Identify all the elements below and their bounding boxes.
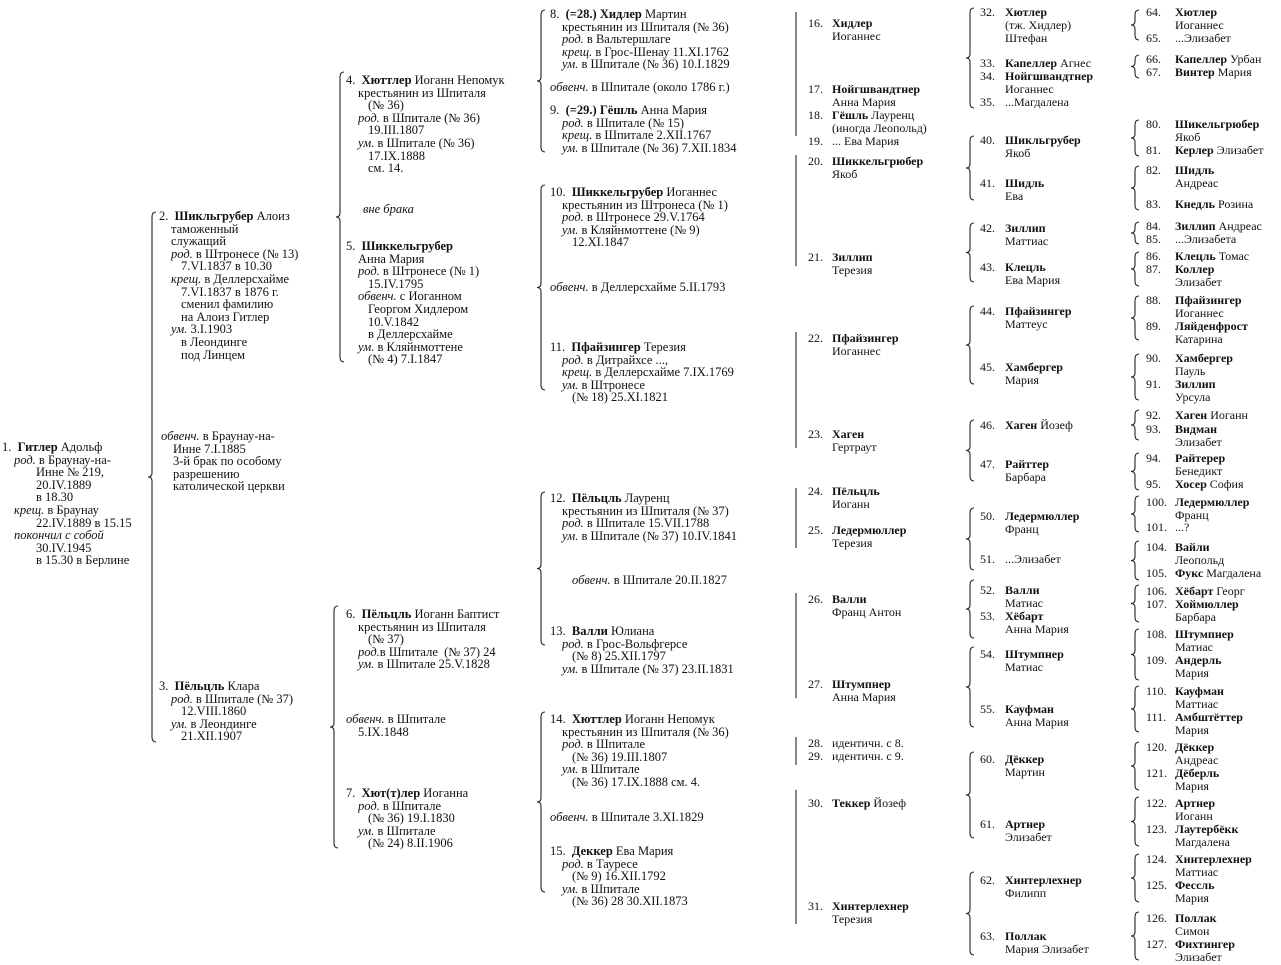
ancestor-60: 60. Дёккер Мартин — [980, 752, 1045, 779]
ancestor-81: 81. Керлер Элизабет — [1146, 143, 1264, 157]
ancestor-127: 127. Фихтингер Элизабет — [1146, 937, 1235, 964]
bracket — [1131, 252, 1139, 286]
ancestor-22: 22. Пфайзингер Иоганнес — [808, 331, 899, 358]
ancestor-126: 126. Поллак Симон — [1146, 911, 1217, 938]
ancestor-52: 52. Валли Матиас — [980, 583, 1044, 610]
ancestor-51: 51. ...Элизабет — [980, 552, 1061, 566]
bracket — [966, 306, 974, 384]
ancestor-32: 32. Хютлер (тж. Хидлер) Штефан — [980, 5, 1072, 45]
ancestor-28: 28. идентичн. с 8. — [808, 736, 904, 750]
ancestor-107: 107. Хоймюллер Барбара — [1146, 597, 1239, 624]
ancestor-21: 21. Зиллип Терезия — [808, 250, 873, 277]
person-11: 11. Пфайзингер Терезия род. в Дитрайхсе ..., крещ. в Деллерсхайме 7.IX.1769 ум. в Штронесе (№ 18) 25.XI.1821 — [550, 340, 734, 405]
ancestor-24: 24. Пёльцль Иоганн — [808, 484, 880, 511]
ancestor-19: 19. ... Ева Мария — [808, 134, 900, 148]
bracket — [1131, 10, 1139, 40]
ancestor-90: 90. Хамбергер Пауль — [1146, 351, 1233, 378]
person-15: 15. Деккер Ева Мария род. в Тауресе (№ 9) 16.XII.1792 ум. в Шпитале (№ 36) 28 30.XII.1873 — [550, 844, 688, 909]
bracket — [1131, 629, 1139, 680]
bracket — [966, 420, 974, 481]
ancestor-123: 123. Лаутербёкк Магдалена — [1146, 822, 1239, 849]
ancestor-41: 41. Шидль Ева — [980, 176, 1045, 203]
bracket — [537, 712, 545, 892]
bracket — [1131, 222, 1139, 244]
bracket — [1131, 410, 1139, 440]
person-heading: 2. Шикльгрубер Алоиз — [159, 209, 290, 223]
ancestor-80: 80. Шикельгрюбер Якоб — [1146, 117, 1260, 144]
marriage-note: обвенч. в Деллерсхайме 5.II.1793 — [550, 280, 726, 294]
ancestor-20: 20. Шиккельгрюбер Якоб — [808, 154, 924, 181]
ancestor-46: 46. Хаген Йозеф — [980, 418, 1073, 432]
ancestor-61: 61. Артнер Элизабет — [980, 817, 1052, 844]
bracket — [966, 223, 974, 282]
person-10: 10. Шиккельгрубер Иоганнес крестьянин из Штронеса (№ 1) род. в Штронесе 29.V.1764 ум. в Кляйнмоттене (№ 9) 12.XI.1847 — [550, 185, 728, 250]
person-heading: 15. Деккер Ева Мария — [550, 844, 674, 858]
ancestor-44: 44. Пфайзингер Маттеус — [980, 304, 1072, 331]
ancestor-30: 30. Теккер Йозеф — [808, 796, 907, 810]
ancestor-43: 43. Клецль Ева Мария — [980, 260, 1061, 287]
ancestor-26: 26. Валли Франц Антон — [808, 592, 902, 619]
ancestor-27: 27. Штумпнер Анна Мария — [808, 677, 896, 704]
bracket — [1131, 354, 1139, 400]
person-heading: 14. Хюттлер Иоганн Непомук — [550, 712, 715, 726]
ancestor-84: 84. Зиллип Андреас — [1146, 219, 1262, 233]
ancestor-23: 23. Хаген Гертраут — [808, 427, 877, 454]
person-6: 6. Пёльцль Иоганн Баптист крестьянин из Шпиталя (№ 37) род.в Шпитале (№ 37) 24 ум. в Шпитале 25.V.1828 — [346, 607, 500, 672]
bracket — [966, 8, 974, 108]
bracket — [1131, 541, 1139, 580]
marriage-note: вне брака — [363, 202, 414, 216]
ancestor-33: 33. Капеллер Агнес — [980, 56, 1092, 70]
ancestor-62: 62. Хинтерлехнер Филипп — [980, 873, 1082, 900]
person-1: 1. Гитлер Адольф род. в Браунау-на- Инне № 219, 20.IV.1889 в 18.30 крещ. в Браунау 22.IV.1889 в 15.15 покончил с собой 30.IV.1945 в 15.30 в Берлине — [2, 440, 132, 568]
ancestor-111: 111. Амбштёттер Мария — [1146, 710, 1243, 737]
ancestor-47: 47. Райттер Барбара — [980, 457, 1050, 484]
person-heading: 7. Хют(т)лер Иоганна — [346, 786, 469, 800]
person-2: 2. Шикльгрубер Алоиз таможенный служащий род. в Штронесе (№ 13) 7.VI.1837 в 10.30 крещ. в Деллерсхайме 7.VI.1837 в 1876 г. сменил фамилию на Алоиз Гитлер ум. 3.I.1903 в Леондинге под Линцем — [159, 209, 299, 362]
person-7: 7. Хют(т)лер Иоганна род. в Шпитале (№ 36) 19.I.1830 ум. в Шпитале (№ 24) 8.II.1906 — [346, 786, 469, 851]
ancestor-45: 45. Хамбергер Мария — [980, 360, 1063, 387]
person-heading: 4. Хюттлер Иоганн Непомук — [346, 73, 505, 87]
bracket — [1131, 120, 1139, 156]
ancestor-34: 34. Нойгшвандтнер Иоганнес — [980, 69, 1094, 96]
person-heading: 9. (=29.) Гёшль Анна Мария — [550, 103, 708, 117]
person-3: 3. Пёльцль Клара род. в Шпитале (№ 37) 12.VIII.1860 ум. в Леондинге 21.XII.1907 — [159, 679, 293, 744]
person-13: 13. Валли Юлиана род. в Грос-Вольфгерсе (№ 8) 25.XII.1797 ум. в Шпитале (№ 37) 23.II.1831 — [550, 624, 734, 676]
bracket — [1131, 296, 1139, 340]
bracket — [966, 580, 974, 638]
ancestor-121: 121. Дёберль Мария — [1146, 766, 1220, 793]
bracket — [1131, 797, 1139, 846]
ancestor-83: 83. Кнедль Розина — [1146, 197, 1254, 211]
person-heading: 12. Пёльцль Лауренц — [550, 491, 670, 505]
ancestor-87: 87. Коллер Элизабет — [1146, 262, 1222, 289]
bracket — [1131, 686, 1139, 732]
bracket — [1131, 585, 1139, 622]
bracket — [148, 212, 156, 742]
ancestor-110: 110. Кауфман Маттиас — [1146, 684, 1224, 711]
ancestor-100: 100. Ледермюллер Франц — [1146, 495, 1250, 522]
bracket — [1131, 55, 1139, 78]
ancestor-67: 67. Винтер Мария — [1146, 65, 1252, 79]
person-14: 14. Хюттлер Иоганн Непомук крестьянин из Шпиталя (№ 36) род. в Шпитале (№ 36) 19.III.1807 ум. в Шпитале (№ 36) 17.IX.1888 см. 4. — [550, 712, 729, 789]
bracket — [336, 72, 344, 362]
ancestor-54: 54. Штумпнер Матиас — [980, 647, 1064, 674]
bracket — [966, 136, 974, 200]
person-heading: 8. (=28.) Хидлер Мартин — [550, 7, 687, 21]
ancestor-50: 50. Ледермюллер Франц — [980, 509, 1080, 536]
person-4: 4. Хюттлер Иоганн Непомук крестьянин из Шпиталя (№ 36) род. в Шпитале (№ 36) 19.III.1807 ум. в Шпитале (№ 36) 17.IX.1888 см. 14. — [346, 73, 505, 176]
ancestor-93: 93. Видман Элизабет — [1146, 422, 1222, 449]
bracket — [537, 10, 545, 152]
person-heading: 1. Гитлер Адольф — [2, 440, 103, 454]
ancestor-65: 65. ...Элизабет — [1146, 31, 1231, 45]
ancestor-109: 109. Андерль Мария — [1146, 653, 1222, 680]
ancestor-105: 105. Фукс Магдалена — [1146, 566, 1262, 580]
person-8: 8. (=28.) Хидлер Мартин крестьянин из Шпиталя (№ 36) род. в Вальтершлаге крещ. в Грос-Шенау 11.XI.1762 ум. в Шпитале (№ 36) 10.I.1829 — [550, 7, 730, 72]
person-heading: 10. Шиккельгрубер Иоганнес — [550, 185, 718, 199]
person-heading: 5. Шиккельгрубер — [346, 239, 453, 253]
ancestor-125: 125. Фессль Мария — [1146, 878, 1215, 905]
bracket — [966, 508, 974, 570]
ancestor-85: 85. ...Элизабета — [1146, 232, 1237, 246]
ancestor-31: 31. Хинтерлехнер Терезия — [808, 899, 909, 926]
ancestor-106: 106. Хёбарт Георг — [1146, 584, 1245, 598]
bracket — [1131, 854, 1139, 902]
ancestor-122: 122. Артнер Иоганн — [1146, 796, 1215, 823]
bracket — [1131, 742, 1139, 790]
ancestor-89: 89. Ляйденфрост Катарина — [1146, 319, 1248, 346]
person-5: 5. Шиккельгрубер Анна Мария род. в Штронесе (№ 1) 15.IV.1795 обвенч. с Иоганном Георгом Хидлером 10.V.1842 в Деллерсхайме ум. в Кляйнмоттене (№ 4) 7.I.1847 — [346, 239, 480, 367]
person-heading: 11. Пфайзингер Терезия — [550, 340, 686, 354]
person-12: 12. Пёльцль Лауренц крестьянин из Шпиталя (№ 37) род. в Шпитале 15.VII.1788 ум. в Шпитале (№ 37) 10.IV.1841 — [550, 491, 737, 543]
ancestor-25: 25. Ледермюллер Терезия — [808, 523, 907, 550]
marriage-note: обвенч. в Шпитале 3.XI.1829 — [550, 810, 704, 824]
ancestor-63: 63. Поллак Мария Элизабет — [980, 929, 1089, 956]
ancestor-101: 101. ...? — [1146, 520, 1190, 534]
ancestor-64: 64. Хютлер Иоганнес — [1146, 5, 1224, 32]
ancestor-18: 18. Гёшль Лауренц (иногда Леопольд) — [808, 108, 927, 135]
bracket — [966, 872, 974, 955]
ancestor-92: 92. Хаген Иоганн — [1146, 408, 1248, 422]
person-heading: 3. Пёльцль Клара — [159, 679, 260, 693]
marriage-note: обвенч. в Браунау-на- Инне 7.I.1885 3-й брак по особому разрешению католической церкви — [161, 429, 285, 494]
person-9: 9. (=29.) Гёшль Анна Мария род. в Шпитале (№ 15) крещ. в Шпитале 2.XII.1767 ум. в Шпитале (№ 36) 7.XII.1834 — [550, 103, 737, 155]
ancestor-29: 29. идентичн. с 9. — [808, 749, 904, 763]
ancestor-40: 40. Шикльгрубер Якоб — [980, 133, 1081, 160]
ancestor-88: 88. Пфайзингер Иоганнес — [1146, 293, 1242, 320]
ancestor-91: 91. Зиллип Урсула — [1146, 377, 1216, 404]
person-heading: 13. Валли Юлиана — [550, 624, 655, 638]
person-heading: 6. Пёльцль Иоганн Баптист — [346, 607, 500, 621]
ancestor-94: 94. Райтерер Бенедикт — [1146, 451, 1226, 478]
bracket — [537, 185, 545, 390]
marriage-note: обвенч. в Шпитале 5.IX.1848 — [346, 712, 446, 739]
bracket — [1131, 166, 1139, 210]
ancestor-108: 108. Штумпнер Матиас — [1146, 627, 1234, 654]
bracket — [1131, 453, 1139, 490]
bracket — [1131, 912, 1139, 960]
ancestor-124: 124. Хинтерлехнер Маттиас — [1146, 852, 1252, 879]
ancestor-120: 120. Дёккер Андреас — [1146, 740, 1219, 767]
ancestor-53: 53. Хёбарт Анна Мария — [980, 609, 1069, 636]
bracket — [966, 647, 974, 727]
ancestor-86: 86. Клецль Томас — [1146, 249, 1250, 263]
ancestor-35: 35. ...Магдалена — [980, 95, 1069, 109]
marriage-note: обвенч. в Шпитале 20.II.1827 — [572, 573, 728, 587]
ancestor-104: 104. Вайли Леопольд — [1146, 540, 1225, 567]
ancestor-82: 82. Шидль Андреас — [1146, 163, 1219, 190]
ancestor-95: 95. Хосер София — [1146, 477, 1244, 491]
bracket — [966, 752, 974, 838]
bracket — [330, 606, 338, 848]
ancestor-66: 66. Капеллер Урбан — [1146, 52, 1262, 66]
bracket — [1131, 496, 1139, 532]
ancestor-16: 16. Хидлер Иоганнес — [808, 16, 881, 43]
ancestor-42: 42. Зиллип Маттиас — [980, 221, 1049, 248]
marriage-note: обвенч. в Шпитале (около 1786 г.) — [550, 80, 730, 94]
ancestor-55: 55. Кауфман Анна Мария — [980, 702, 1069, 729]
bracket — [537, 492, 545, 645]
ancestor-17: 17. Нойгшвандтнер Анна Мария — [808, 82, 921, 109]
